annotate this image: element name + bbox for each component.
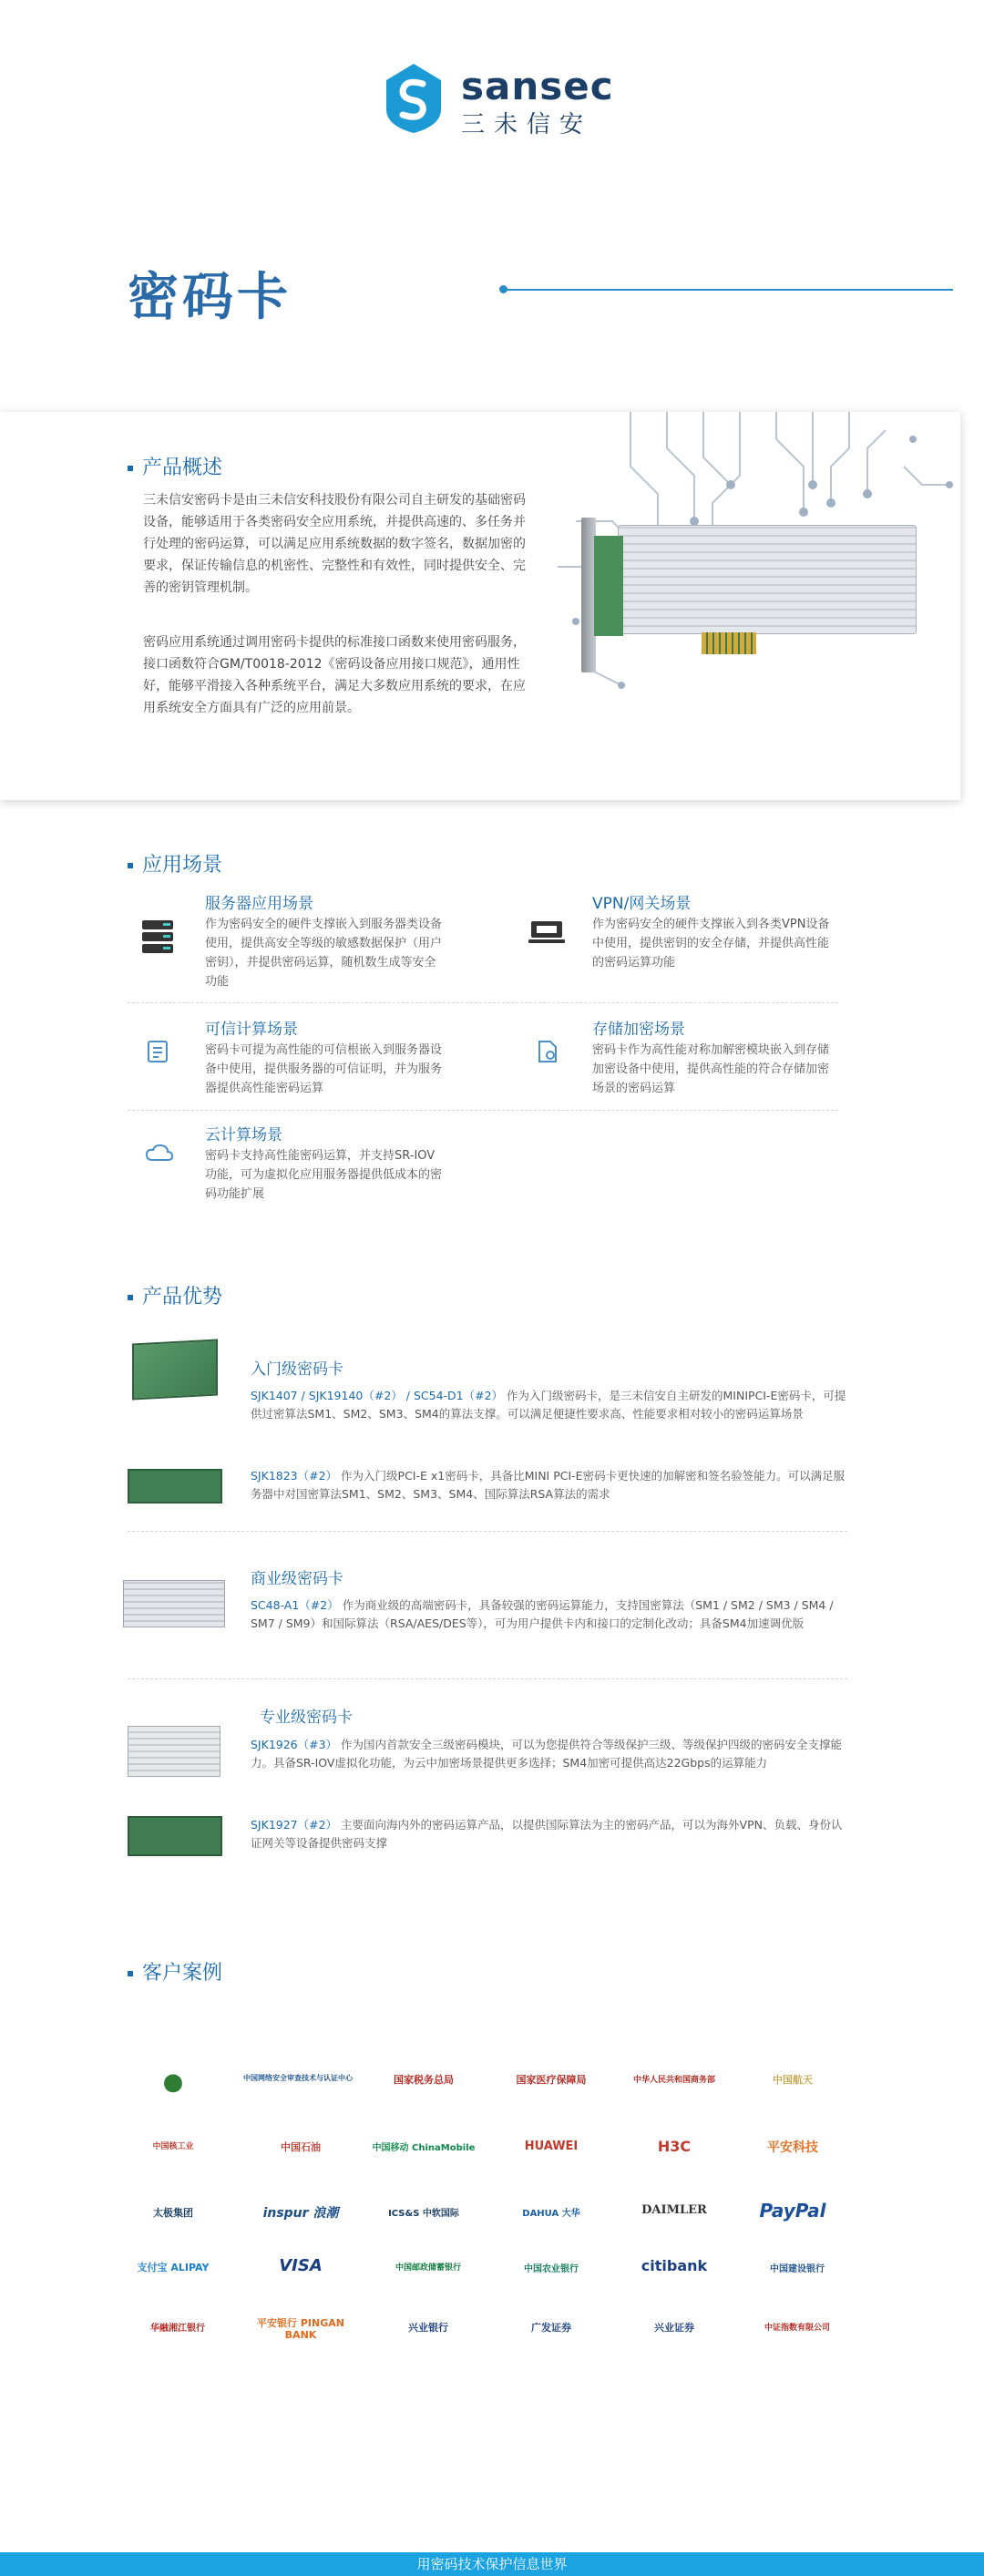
client-logo: H3C <box>657 2138 692 2155</box>
scenario-desc: 作为密码安全的硬件支撑嵌入到服务器类设备使用，提供高安全等级的敏感数据保护（用户密钥），并提供密码运算，随机数生成等安全功能 <box>205 918 443 989</box>
scenario-desc: 密码卡可提为高性能的可信根嵌入到服务器设备中使用，提供服务器的可信证明，并为服务器提供高性能密码运算 <box>205 1043 443 1095</box>
client-logo: 中国农业银行 <box>524 2264 579 2274</box>
advantages-heading-text: 产品优势 <box>142 1286 223 1309</box>
server-icon <box>141 919 174 954</box>
scenario-divider <box>128 1002 838 1003</box>
advantages-heading <box>128 1281 222 1309</box>
scenario-title: 存储加密场景 <box>592 1021 685 1039</box>
scenario-divider <box>128 1110 838 1111</box>
title-divider <box>503 289 953 291</box>
client-logo: 中证指数有限公司 <box>764 2324 830 2333</box>
advantage-item-text: 作为入门级PCI-E x1密码卡，具备比MINI PCI-E密码卡更快速的加解密和签名验签能力。可以满足服务器中对国密算法SM1、SM2、SM3、SM4、国际算法RSA算法的需求 <box>251 1469 846 1501</box>
overview-heading-text: 产品概述 <box>142 457 223 479</box>
client-logo: 中国建设银行 <box>770 2264 825 2274</box>
section-marker <box>128 1295 133 1300</box>
client-logo: 支付宝 ALIPAY <box>137 2262 210 2273</box>
client-logo: DAHUA 大华 <box>522 2209 580 2219</box>
advantage-item <box>251 1816 847 1852</box>
advantage-divider <box>128 1678 847 1679</box>
client-logo: 平安银行 PINGAN BANK <box>257 2317 344 2341</box>
client-logo: 中国石油 <box>281 2141 321 2153</box>
card-heatsink <box>618 525 917 634</box>
client-logo: 中国航天 <box>773 2074 813 2086</box>
scenario-item <box>528 1016 838 1107</box>
advantage-item-text: 作为国内首款安全三级密码模块，可以为您提供符合等级保护三级、等级保护四级的密码安全支撑能力。具备SR-IOV虚拟化功能，为云中加密场景提供更多选择；SM4加密可提供高达22Gbps的运算能力 <box>251 1738 843 1770</box>
title-divider-dot <box>499 285 507 293</box>
advantage-item-code: SJK1926（#3） <box>251 1738 338 1751</box>
pcie-x1-card-image <box>128 1469 222 1504</box>
client-logo: 中华人民共和国商务部 <box>632 2076 715 2085</box>
brand-name: sansec <box>461 64 614 108</box>
client-logo: 中国网络安全审查技术与认证中心 <box>243 2074 353 2082</box>
advantage-item-code: SJK1927（#2） <box>251 1818 338 1832</box>
client-logo: 中国邮政储蓄银行 <box>395 2263 461 2273</box>
advantage-group-title: 专业级密码卡 <box>260 1709 353 1727</box>
advantage-item <box>251 1596 847 1633</box>
section-marker <box>128 863 133 868</box>
client-logo: 中国核工业 <box>152 2142 194 2151</box>
cloud-icon <box>145 1142 174 1164</box>
client-logo: ● <box>162 2068 184 2096</box>
scenarios-heading-text: 应用场景 <box>142 854 223 877</box>
section-marker <box>128 466 133 471</box>
advantage-group-title: 入门级密码卡 <box>251 1360 343 1379</box>
minipcie-card-image <box>132 1339 218 1401</box>
sansec-logo-icon <box>383 62 445 135</box>
advantage-item-text: 主要面向海内外的密码运算产品，以提供国际算法为主的密码产品，可以为海外VPN、负载、身份认证网关等设备提供密码支撑 <box>251 1818 843 1850</box>
advantage-item <box>251 1467 847 1504</box>
storage-encryption-icon <box>536 1040 559 1063</box>
international-card-image <box>128 1816 222 1856</box>
client-logo: 兴业银行 <box>408 2322 448 2334</box>
scenario-item <box>141 890 451 1000</box>
advantage-item-code: SJK1823（#2） <box>251 1469 338 1483</box>
client-logo: HUAWEI <box>524 2140 579 2153</box>
scenario-item <box>141 1122 451 1213</box>
client-logo: 平安科技 <box>767 2140 818 2155</box>
scenarios-heading <box>128 849 222 877</box>
scenario-item <box>528 890 838 981</box>
scenario-desc: 密码卡支持高性能密码运算，并支持SR-IOV功能，可为虚拟化应用服务器提供低成本的密码功能扩展 <box>205 1149 443 1201</box>
advantage-item-text: 作为商业级的高端密码卡，具备较强的密码运算能力，支持国密算法（SM1 / SM2 / SM3 / SM4 / SM7 / SM9）和国际算法（RSA/AES/DES等），可为用户提供卡内和接口的定制化改动；具备SM4加速调优版 <box>251 1598 834 1630</box>
advantage-item-text: 作为入门级密码卡，是三未信安自主研发的MINIPCI-E密码卡，可提供过密算法SM1、SM2、SM3、SM4的算法支撑。可以满足便捷性要求高、性能要求相对较小的密码运算场景 <box>251 1389 846 1421</box>
scenario-desc: 密码卡作为高性能对称加解密模块嵌入到存储加密设备中使用，提供高性能的符合存储加密场景的密码运算 <box>592 1043 830 1095</box>
client-logo: ICS&S 中软国际 <box>388 2209 459 2219</box>
commercial-card-image <box>123 1580 225 1627</box>
client-logo: VISA <box>279 2256 323 2275</box>
page-title: 密码卡 <box>128 268 292 327</box>
scenario-title: 云计算场景 <box>205 1126 282 1144</box>
client-logo: 华融湘江银行 <box>150 2324 205 2334</box>
client-logo: PayPal <box>759 2200 826 2222</box>
clients-heading <box>128 1957 222 1986</box>
overview-paragraph-1: 三未信安密码卡是由三未信安科技股份有限公司自主研发的基础密码设备，能够适用于各类密码安全应用系统，并提供高速的、多任务并行处理的密码运算，可以满足应用系统数据的数字签名，数据加密的要求，保证传输信息的机密性、完整性和有效性，同时提供安全、完善的密钥管理机制。 <box>143 493 526 595</box>
footer-slogan: 用密码技术保护信息世界 <box>416 2556 568 2572</box>
overview-paragraph-2: 密码应用系统通过调用密码卡提供的标准接口函数来使用密码服务，接口函数符合GM/T0018-2012《密码设备应用接口规范》，通用性好，能够平滑接入各种系统平台，满足大多数应用系统的要求，在应用系统安全方面具有广泛的应用前景。 <box>143 635 526 715</box>
scenario-title: 可信计算场景 <box>205 1021 298 1039</box>
client-logo: 中国移动 ChinaMobile <box>372 2143 476 2153</box>
scenario-desc: 作为密码安全的硬件支撑嵌入到各类VPN设备中使用，提供密钥的安全存储，并提供高性能的密码运算功能 <box>592 918 830 970</box>
advantage-item-code: SJK1407 / SJK19140（#2） / SC54-D1（#2） <box>251 1389 504 1402</box>
card-connector <box>702 632 756 654</box>
client-logo: 国家税务总局 <box>394 2074 454 2086</box>
client-logo: inspur 浪潮 <box>262 2206 339 2221</box>
advantage-item-code: SC48-A1（#2） <box>251 1598 339 1612</box>
card-pcb <box>594 536 623 636</box>
overview-heading <box>128 452 222 480</box>
section-marker <box>128 1971 133 1976</box>
client-logo: 太极集团 <box>153 2207 193 2219</box>
advantage-item <box>251 1736 847 1772</box>
scenario-title: VPN/网关场景 <box>592 895 692 913</box>
client-logo: 广发证券 <box>531 2322 571 2334</box>
brand-subtitle: 三未信安 <box>461 111 593 139</box>
clients-heading-text: 客户案例 <box>142 1962 223 1985</box>
client-logo: DAIMLER <box>641 2203 707 2217</box>
professional-card-image <box>128 1726 220 1777</box>
vpn-gateway-icon <box>528 919 565 945</box>
trusted-computing-icon <box>147 1040 169 1063</box>
advantage-divider <box>128 1531 847 1532</box>
scenario-title: 服务器应用场景 <box>205 895 313 913</box>
brand-logo <box>383 62 620 139</box>
crypto-card-product-image <box>574 518 920 672</box>
footer-bar <box>0 2552 984 2576</box>
advantage-group-title: 商业级密码卡 <box>251 1570 343 1588</box>
client-logo: 国家医疗保障局 <box>516 2074 587 2086</box>
client-logo: citibank <box>641 2257 708 2274</box>
client-logo: 兴业证券 <box>654 2322 694 2334</box>
scenario-item <box>141 1016 451 1107</box>
advantage-item <box>251 1387 847 1423</box>
